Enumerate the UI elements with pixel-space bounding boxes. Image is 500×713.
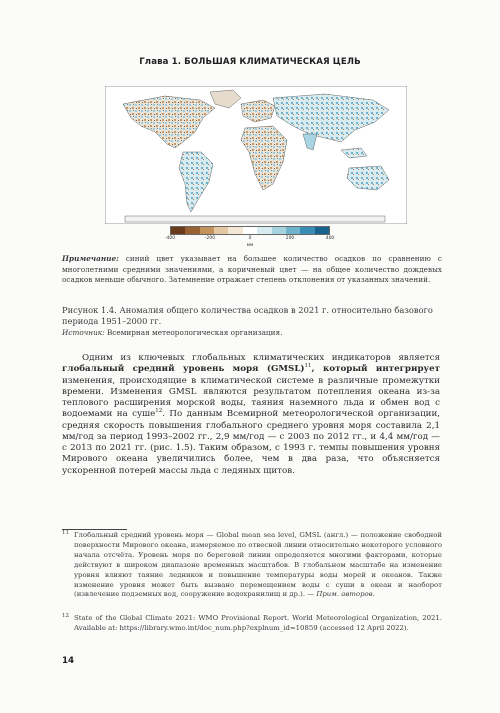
- colorbar-swatch: [243, 227, 257, 234]
- footnote-ref-12[interactable]: 12: [155, 408, 163, 415]
- footnote-number: 11: [62, 530, 69, 536]
- footnote-11: [62, 531, 442, 600]
- footnote-number: 12: [62, 613, 69, 619]
- colorbar-swatch: [171, 227, 185, 234]
- body-text-3: . По данным Всемирной метеорологической организации, средняя скорость повышения глобального среднего уровня моря составила 2,1 мм/год за период 1993–2002 гг., 2,9 мм/год — с 2003 по 2012 гг., и 4,4 мм/год — с 2013 по 2021 гг. (рис. 1.5). Таким образом, с 1993 г. темпы повышения уровня Мирового океана увеличились более, чем в два раза, что объясняется ускоренной потерей массы льда с ледяных щитов.: [62, 409, 441, 476]
- colorbar-unit: мм: [246, 243, 254, 248]
- footnote-author-note: Прим. авторов.: [316, 590, 375, 599]
- source-text: Всемирная метеорологическая организация.: [104, 328, 283, 337]
- colorbar-swatch: [228, 227, 242, 234]
- footnote-text: State of the Global Climate 2021: WMO Provisional Report. World Meteorological Organization, 2021. Available at: https://library.wmo.int/doc_num.php?explnum_id=10859 (accessed 12 April 2022).: [74, 614, 442, 632]
- note-text: синий цвет указывает на большее количество осадков по сравнению с многолетними средними значениями, а коричневый цвет — на общее количество дождевых осадков меньше обычного. Затемнение отражает степень отклонения от указанных значений.: [62, 254, 442, 285]
- colorbar-tick-label: 400: [325, 236, 335, 241]
- body-paragraph: [62, 353, 440, 477]
- footnote-12: [62, 614, 442, 634]
- colorbar-tick-label: -200: [204, 236, 216, 241]
- colorbar-swatch: [200, 227, 214, 234]
- map-colorbar: [164, 226, 335, 248]
- figure-source: [62, 328, 442, 338]
- figure-caption: Рисунок 1.4. Аномалия общего количества осадков в 2021 г. относительно базового периода 1951–2000 гг.: [62, 305, 433, 327]
- page-number: 14: [62, 656, 75, 666]
- colorbar-tick-label: 200: [285, 236, 295, 241]
- colorbar-swatch: [315, 227, 329, 234]
- source-label: Источник:: [62, 328, 105, 337]
- footnote-divider: [62, 529, 127, 530]
- body-text-1: Одним из ключевых глобальных климатических индикаторов является: [82, 353, 440, 363]
- chapter-header: Глава 1. БОЛЬШАЯ КЛИМАТИЧЕСКАЯ ЦЕЛЬ: [139, 57, 361, 67]
- colorbar-ticks: [164, 235, 335, 243]
- gmsl-term: глобальный средний уровень моря (GMSL): [62, 364, 305, 375]
- note-label: Примечание:: [62, 254, 119, 263]
- precipitation-anomaly-map: [105, 86, 407, 224]
- world-map-image: [105, 86, 407, 224]
- colorbar-swatch: [214, 227, 228, 234]
- colorbar-tick-label: 0: [248, 236, 252, 241]
- body-bold-2: , который интегрирует: [311, 364, 440, 375]
- colorbar-swatch: [185, 227, 199, 234]
- footnote-text: Глобальный средний уровень моря — Global mean sea level, GMSL (англ.) — положение свободной поверхности Мирового океана, измеряемое по отвесной линии относительно некоторого условного начала отсчёта. Уровень моря по береговой линии определяется многими факторами, которые действуют в широком диапазоне временных масштабов. В глобальном масштабе на изменение уровня влияют таяние ледников и повышение температуры воды морей и океанов. Также изменение уровня может быть вызвано перемещением воды с суши в океан и наоборот (извлечение подземных вод, сооружение водохранилищ и др.). —: [74, 531, 442, 599]
- colorbar-swatch: [300, 227, 314, 234]
- body-text-2: изменения, происходящие в климатической системе в различные промежутки времени. Изменения GMSL являются результатом потепления океана из-за теплового расширения морской воды, таяния наземного льда и обмен вод с водоемами на суше: [62, 375, 440, 420]
- colorbar-swatch: [272, 227, 286, 234]
- colorbar-swatch: [286, 227, 300, 234]
- colorbar-scale: [170, 226, 330, 235]
- colorbar-swatch: [257, 227, 271, 234]
- colorbar-tick-label: -400: [164, 236, 176, 241]
- figure-note: [62, 254, 442, 286]
- footnote-ref-11[interactable]: 11: [304, 363, 312, 370]
